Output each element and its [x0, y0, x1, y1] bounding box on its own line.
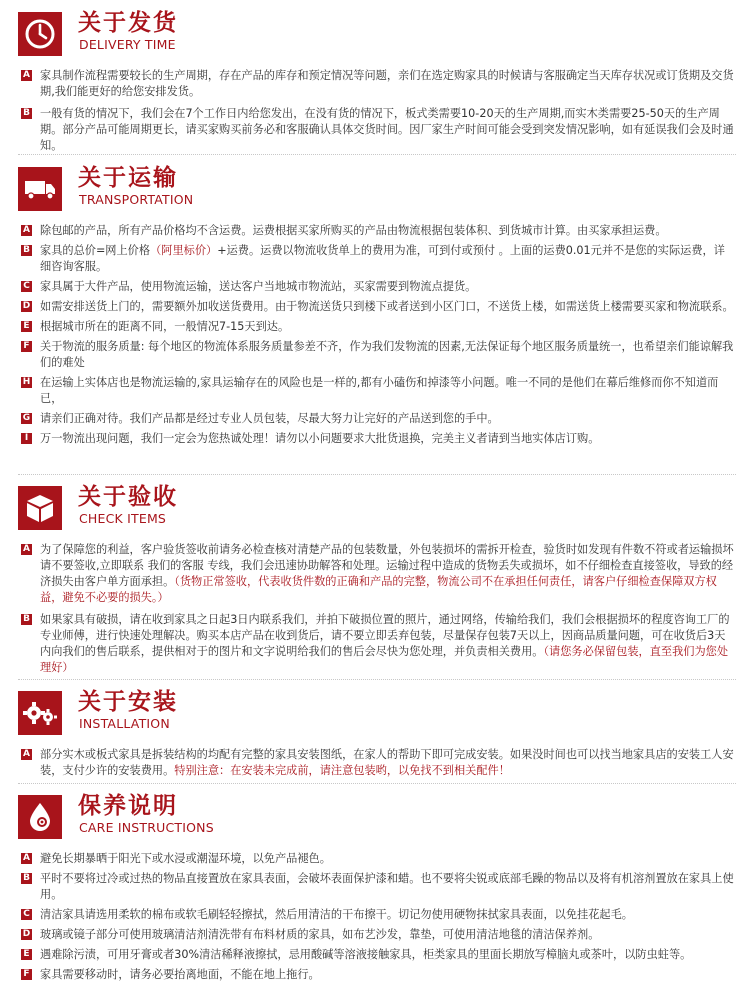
list-item [0, 542, 750, 606]
item-letter: E [21, 321, 32, 332]
item-text: 家具属于大件产品，使用物流运输，送达客户当地城市物流站，买家需要到物流点提货。 [40, 280, 477, 293]
item-letter: A [21, 225, 32, 236]
list-item [0, 907, 750, 923]
divider [18, 154, 736, 155]
item-letter: B [21, 614, 32, 625]
list-item [0, 223, 750, 239]
item-letter: F [21, 969, 32, 980]
item-letter: B [21, 245, 32, 256]
item-text [40, 747, 736, 779]
drop-icon [18, 795, 62, 839]
section-title: 关于发货 [78, 10, 178, 36]
install-section [0, 683, 750, 783]
care-items [0, 851, 750, 983]
transport-header [0, 159, 750, 217]
care-section [0, 787, 750, 987]
check-items [0, 542, 750, 676]
item-text: 平时不要将过冷或过热的物品直接置放在家具表面，会破坏表面保护漆和蜡。也不要将尖锐或底部毛躁的物品以及将有机溶剂置放在家具上使用。 [40, 872, 734, 901]
check-header [0, 478, 750, 536]
item-text: 家具需要移动时，请务必要抬离地面，不能在地上拖行。 [40, 968, 320, 981]
item-letter: A [21, 70, 32, 81]
item-text: 除包邮的产品，所有产品价格均不含运费。运费根据买家所购买的产品由物流根据包装体积、到货城市计算。由买家承担运费。 [40, 224, 667, 237]
item-text: 清洁家具请选用柔软的棉布或软毛刷轻轻擦拭，然后用清洁的干布擦干。切记勿使用硬物抹拭家具表面，以免挂花起毛。 [40, 908, 633, 921]
section-title: 关于运输 [78, 165, 178, 191]
item-text [40, 243, 736, 275]
item-letter: D [22, 929, 31, 939]
item-text-part: 部分实木或板式家具是拆装结构的均配有完整的家具安装图纸，在家人的帮助下即可完成安装。如果没时间也可以找当地家具店的安装工人安装，支付少许的安装费用。 [40, 748, 734, 777]
transport-items [0, 223, 750, 447]
list-item [0, 747, 750, 779]
list-item [0, 851, 750, 867]
item-letter: E [21, 949, 32, 960]
item-text: 如需安排送货上门的，需要额外加收送货费用。由于物流送货只到楼下或者送到小区门口，不送货上楼，如需送货上楼需要买家和物流联系。 [40, 300, 734, 313]
list-item [0, 967, 750, 983]
item-text-part: 家具的总价=网上价格 [40, 244, 151, 257]
item-text: 关于物流的服务质量: 每个地区的物流体系服务质量参差不齐，作为我们发物流的因素,无法保证每个地区服务质量统一，也希望亲们能谅解我们的难处 [40, 340, 734, 369]
list-item [0, 871, 750, 903]
divider [18, 679, 736, 680]
item-letter: H [22, 377, 31, 387]
box-icon [18, 486, 62, 530]
item-text-part: 为了保障您的利益，客户验货签收前请务必检查核对清楚产品的包装数量，外包装损坏的需拆开检查，验货时如发现有件数不符或者运输损坏请不要签收,立即联系 我们的客服 专线，我们会迅速协助解答和处理。运输过程中造成的货物丢失或损坏，如不仔细检查直接签收，导致的经济损失由客户单方面承担。 [40, 543, 734, 588]
item-letter: F [21, 341, 32, 352]
item-text [40, 612, 736, 676]
check-section [0, 478, 750, 680]
clock-icon [18, 12, 62, 56]
item-text-part: 如果家具有破损，请在收到家具之日起3日内联系我们，并拍下破损位置的照片，通过网络，传输给我们，我们会根据损坏的程度咨询工厂的专业师傅，进行快速处理解决。购买本店产品在收到货后，请不要立即丢弃包装，尽量保存包装7天以上，因商品质量问题，可在收货后3天内向我们的售后联系，提供相对于的图片和文字说明给我们的售后会尽快为您处理，并负责相关费用。 [40, 613, 730, 658]
list-item [0, 947, 750, 963]
item-text: 遇难除污渍，可用牙膏或者30%清洁稀释液擦拭，忌用酸碱等溶液接触家具，柜类家具的里面长期放写樟脑丸或茶叶，以防虫蛀等。 [40, 948, 692, 961]
item-letter: B [21, 873, 32, 884]
item-text: 家具制作流程需要较长的生产周期，存在产品的库存和预定情况等问题，亲们在选定购家具的时候请与客服确定当天库存状况或订货期及交货期,我们能更好的给您安排发货。 [40, 69, 734, 98]
item-text [40, 542, 736, 606]
item-letter: A [21, 749, 32, 760]
section-title: 关于验收 [78, 484, 178, 510]
section-title: 关于安装 [78, 689, 178, 715]
list-item [0, 299, 750, 315]
section-title: 保养说明 [78, 793, 178, 819]
section-subtitle: CHECK ITEMS [79, 511, 167, 526]
gears-icon [18, 691, 62, 735]
item-highlight: （请您务必保留包装，直至我们为您处理好） [40, 645, 729, 674]
install-header [0, 683, 750, 741]
list-item [0, 243, 750, 275]
item-highlight: （货物正常签收，代表收货件数的正确和产品的完整，物流公司不在承担任何责任，请客户仔细检查保障双方权益，避免不必要的损失。） [40, 575, 717, 604]
delivery-section [0, 4, 750, 158]
section-subtitle: TRANSPORTATION [79, 192, 194, 207]
item-letter: A [21, 853, 32, 864]
item-letter: G [22, 413, 31, 423]
transport-section [0, 159, 750, 451]
item-letter: C [21, 909, 32, 920]
item-letter: D [22, 301, 31, 311]
item-letter: A [21, 544, 32, 555]
item-text: 一般有货的情况下，我们会在7个工作日内给您发出，在没有货的情况下，板式类需要10-20天的生产周期,而实木类需要25-50天的生产周期。部分产品可能周期更长，请买家购买前务必和客服确认具体交货时间。因厂家生产时间可能会受到突发情况影响，如有延误我们会及时通知。 [40, 107, 734, 152]
item-highlight: （阿里标价） [150, 244, 218, 257]
list-item [0, 106, 750, 154]
list-item [0, 612, 750, 676]
truck-icon [18, 167, 62, 211]
list-item [0, 319, 750, 335]
divider [18, 474, 736, 475]
item-letter: C [21, 281, 32, 292]
divider [18, 783, 736, 784]
delivery-items [0, 68, 750, 154]
list-item [0, 339, 750, 371]
list-item [0, 279, 750, 295]
item-text: 在运输上实体店也是物流运输的,家具运输存在的风险也是一样的,都有小磕伤和掉漆等小问题。唯一不同的是他们在幕后维修而你不知道而已， [40, 376, 719, 405]
list-item [0, 411, 750, 427]
item-text: 根据城市所在的距离不同，一般情况7-15天到达。 [40, 320, 290, 333]
item-text-part: +运费。运费以物流收货单上的费用为准，可到付或预付 。上面的运费0.01元并不是您的实际运费，详细咨询客服。 [40, 244, 725, 273]
install-items [0, 747, 750, 779]
item-text: 请亲们正确对待。我们产品都是经过专业人员包装，尽最大努力让完好的产品送到您的手中。 [40, 412, 499, 425]
item-highlight: 特别注意：在安装未完成前，请注意包装哟，以免找不到相关配件！ [174, 764, 510, 777]
item-letter: B [21, 108, 32, 119]
section-subtitle: DELIVERY TIME [79, 37, 176, 52]
delivery-header [0, 4, 750, 62]
item-text: 万一物流出现问题，我们一定会为您热诚处理！请勿以小问题要求大批货退换，完美主义者请到当地实体店订购。 [40, 432, 600, 445]
item-letter: I [21, 433, 32, 444]
item-text: 避免长期暴晒于阳光下或水浸或潮湿环境，以免产品褪色。 [40, 852, 331, 865]
section-subtitle: CARE INSTRUCTIONS [79, 820, 214, 835]
section-subtitle: INSTALLATION [79, 716, 170, 731]
list-item [0, 431, 750, 447]
list-item [0, 927, 750, 943]
list-item [0, 68, 750, 100]
care-header [0, 787, 750, 845]
item-text: 玻璃或镜子部分可使用玻璃清洁剂清洗带有布料材质的家具，如布艺沙发，靠垫，可使用清洁地毯的清洁保养剂。 [40, 928, 600, 941]
list-item [0, 375, 750, 407]
